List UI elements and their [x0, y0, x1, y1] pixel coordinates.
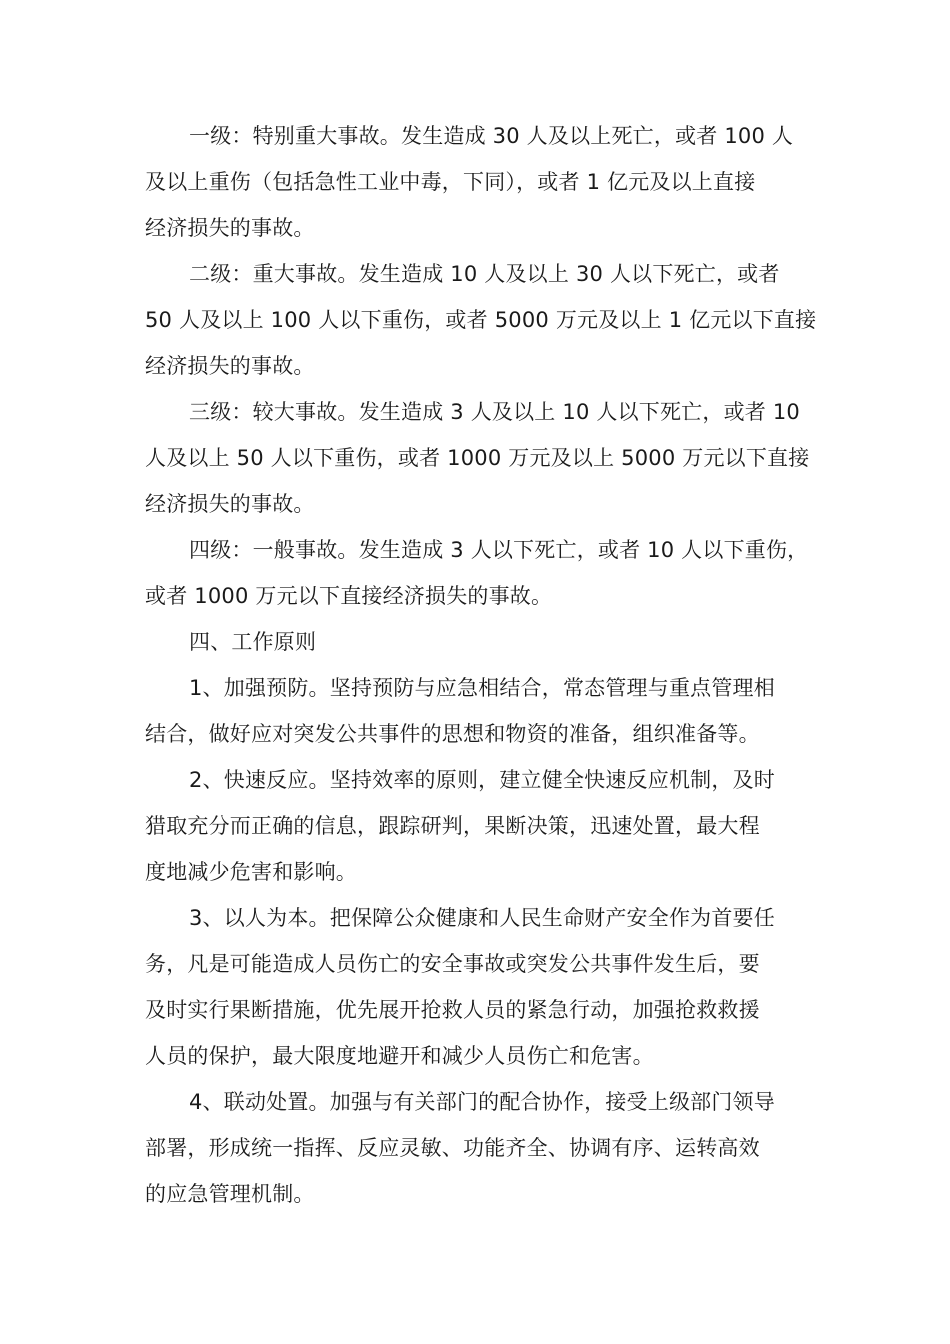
paragraph-line: 经济损失的事故。 — [145, 216, 315, 240]
paragraph-line: 及以上重伤（包括急性工业中毒，下同），或者 1 亿元及以上直接 — [145, 170, 756, 194]
paragraph-line: 人员的保护，最大限度地避开和减少人员伤亡和危害。 — [145, 1044, 654, 1068]
paragraph-principle-coordinated-handling — [145, 1079, 820, 1217]
section-heading: 四、工作原则 — [189, 630, 317, 654]
paragraph-principle-rapid-response — [145, 757, 820, 895]
paragraph-line: 2、快速反应。坚持效率的原则，建立健全快速反应机制，及时 — [189, 768, 775, 792]
paragraph-line: 猎取充分而正确的信息，跟踪研判，果断决策，迅速处置，最大程 — [145, 814, 760, 838]
paragraph-line: 及时实行果断措施，优先展开抢救人员的紧急行动，加强抢救救援 — [145, 998, 760, 1022]
document-body — [145, 113, 820, 1217]
paragraph-level-three-accident — [145, 389, 820, 527]
paragraph-line: 4、联动处置。加强与有关部门的配合协作，接受上级部门领导 — [189, 1090, 775, 1114]
paragraph-line: 结合，做好应对突发公共事件的思想和物资的准备，组织准备等。 — [145, 722, 760, 746]
paragraph-line: 部署，形成统一指挥、反应灵敏、功能齐全、协调有序、运转高效 — [145, 1136, 760, 1160]
paragraph-principle-prevention — [145, 665, 820, 757]
paragraph-line: 度地减少危害和影响。 — [145, 860, 357, 884]
paragraph-level-one-accident — [145, 113, 820, 251]
section-heading-work-principles — [145, 619, 820, 665]
paragraph-line: 的应急管理机制。 — [145, 1182, 315, 1206]
paragraph-line: 务，凡是可能造成人员伤亡的安全事故或突发公共事件发生后，要 — [145, 952, 760, 976]
paragraph-line: 经济损失的事故。 — [145, 492, 315, 516]
paragraph-line: 3、以人为本。把保障公众健康和人民生命财产安全作为首要任 — [189, 906, 775, 930]
paragraph-line: 一级：特别重大事故。发生造成 30 人及以上死亡，或者 100 人 — [189, 124, 794, 148]
paragraph-principle-people-first — [145, 895, 820, 1079]
paragraph-line: 50 人及以上 100 人以下重伤，或者 5000 万元及以上 1 亿元以下直接 — [145, 308, 817, 332]
paragraph-line: 人及以上 50 人以下重伤，或者 1000 万元及以上 5000 万元以下直接 — [145, 446, 810, 470]
paragraph-line: 或者 1000 万元以下直接经济损失的事故。 — [145, 584, 553, 608]
paragraph-level-two-accident — [145, 251, 820, 389]
paragraph-level-four-accident — [145, 527, 820, 619]
paragraph-line: 经济损失的事故。 — [145, 354, 315, 378]
paragraph-line: 四级：一般事故。发生造成 3 人以下死亡，或者 10 人以下重伤， — [189, 538, 809, 562]
paragraph-line: 1、加强预防。坚持预防与应急相结合，常态管理与重点管理相 — [189, 676, 775, 700]
paragraph-line: 二级：重大事故。发生造成 10 人及以上 30 人以下死亡，或者 — [189, 262, 780, 286]
paragraph-line: 三级：较大事故。发生造成 3 人及以上 10 人以下死亡，或者 10 — [189, 400, 800, 424]
